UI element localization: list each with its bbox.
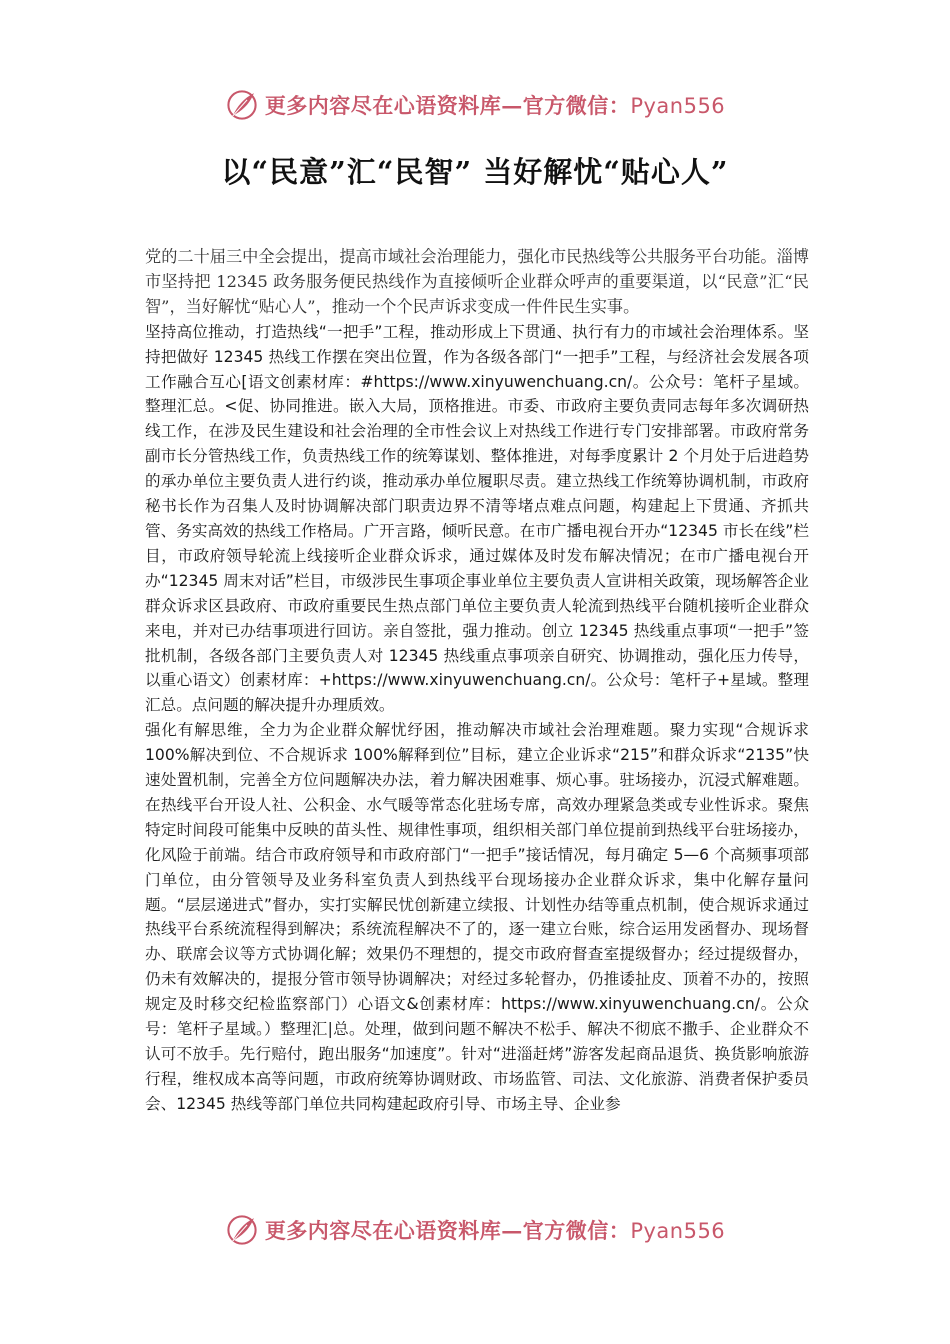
paragraph-high-level-push: 坚持高位推动，打造热线“一把手”工程，推动形成上下贯通、执行有力的市域社会治理体系。坚持把做好 12345 热线工作摆在突出位置，作为各级各部门“一把手”工程，与经济社会发展各项工作融合互心[语文创素材库：#https://www.xinyuwenchuang.cn/。公众号：笔杆子星域。整理汇总。<促、协同推进。嵌入大局，顶格推进。市委、市政府主要负责同志每年多次调研热线工作，在涉及民生建设和社会治理的全市性会议上对热线工作进行专门安排部署。市政府常务副市长分管热线工作，负责热线工作的统筹谋划、整体推进，对每季度累计 2 个月处于后进趋势的承办单位主要负责人进行约谈，推动承办单位履职尽责。建立热线工作统筹协调机制，市政府秘书长作为召集人及时协调解决部门职责边界不清等堵点难点问题，构建起上下贯通、齐抓共管、务实高效的热线工作格局。广开言路，倾听民意。在市广播电视台开办“12345 市长在线”栏目，市政府领导轮流上线接听企业群众诉求，通过媒体及时发布解决情况；在市广播电视台开办“12345 周末对话”栏目，市级涉民生事项企事业单位主要负责人宣讲相关政策，现场解答企业群众诉求区县政府、市政府重要民生热点部门单位主要负责人轮流到热线平台随机接听企业群众来电，并对已办结事项进行回访。亲自签批，强力推动。创立 12345 热线重点事项“一把手”签批机制，各级各部门主要负责人对 12345 热线重点事项亲自研究、协调推动，强化压力传导，以重心语文）创素材库：+https://www.xinyuwenchuang.cn/。公众号：笔杆子+星域。整理汇总。点问题的解决提升办理质效。 [145,322,809,715]
header-brand-banner [0,83,950,127]
paragraph-intro: 党的二十届三中全会提出，提高市域社会治理能力，强化市民热线等公共服务平台功能。淄博市坚持把 12345 政务服务便民热线作为直接倾听企业群众呼声的重要渠道，以“民意”汇“民智”，当好解忧“贴心人”，推动一个个民声诉求变成一件件民生实事。 [145,247,809,316]
brand-text: 更多内容尽在心语资料库—官方微信：Pyan556 [264,93,726,118]
page-title: 以“民意”汇“民智” 当好解忧“贴心人” [221,155,729,189]
footer-brand-banner [0,1208,950,1252]
brand-wechat-id: Pyan556 [630,94,726,118]
brand-wechat-id: Pyan556 [630,1219,726,1243]
feather-pen-logo-icon [225,88,259,122]
feather-pen-logo-icon [225,1213,259,1247]
article-body [145,245,809,1117]
paragraph-problem-solving: 强化有解思维，全力为企业群众解忧纾困，推动解决市域社会治理难题。聚力实现“合规诉求 100%解决到位、不合规诉求 100%解释到位”目标，建立企业诉求“215”和群众诉求“2135”快速处置机制，完善全方位问题解决办法，着力解决困难事、烦心事。驻场接办，沉浸式解难题。在热线平台开设人社、公积金、水气暖等常态化驻场专席，高效办理紧急类或专业性诉求。聚焦特定时间段可能集中反映的苗头性、规律性事项，组织相关部门单位提前到热线平台驻场接办，化风险于前端。结合市政府领导和市政府部门“一把手”接话情况，每月确定 5—6 个高频事项部门单位，由分管领导及业务科室负责人到热线平台现场接办企业群众诉求，集中化解存量问题。“层层递进式”督办，实打实解民忧创新建立续报、计划性办结等重点机制，使合规诉求通过热线平台系统流程得到解决；系统流程解决不了的，逐一建立台账，综合运用发函督办、现场督办、联席会议等方式协调化解；效果仍不理想的，提交市政府督查室提级督办；经过提级督办，仍未有效解决的，提报分管市领导协调解决；对经过多轮督办，仍推诿扯皮、顶着不办的，按照规定及时移交纪检监察部门）心语文&创素材库：https://www.xinyuwenchuang.cn/。公众号：笔杆子星域。）整理汇|总。处理，做到问题不解决不松手、解决不彻底不撒手、企业群众不认可不放手。先行赔付，跑出服务“加速度”。针对“进淄赶烤”游客发起商品退货、换货影响旅游行程，维权成本高等问题，市政府统筹协调财政、市场监管、司法、文化旅游、消费者保护委员会、12345 热线等部门单位共同构建起政府引导、市场主导、企业参 [145,721,809,1113]
brand-text: 更多内容尽在心语资料库—官方微信：Pyan556 [264,1218,726,1243]
